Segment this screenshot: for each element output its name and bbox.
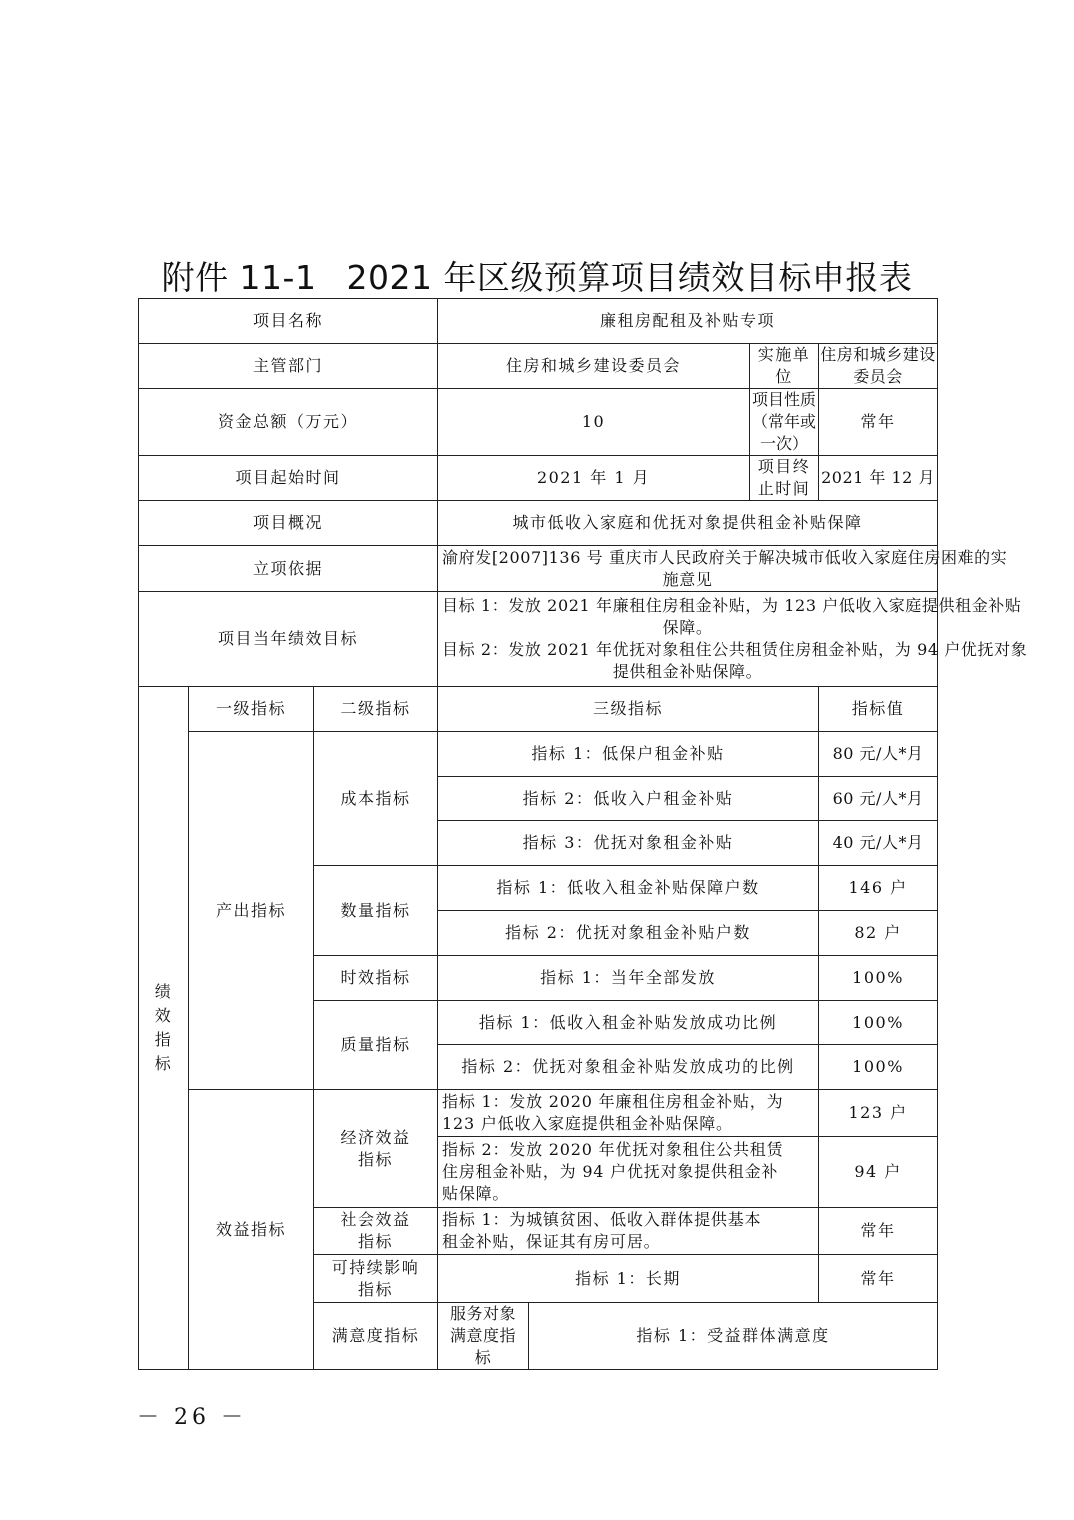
start-label: 项目起始时间 [139,456,438,501]
row-annual-goal [139,592,938,687]
row-basis [139,546,938,592]
social-1-text: 指标 1：为城镇贫困、低收入群体提供基本 租金补贴，保证其有房可居。 [438,1208,819,1255]
head-level3: 三级指标 [438,687,819,732]
social-indicator-label: 社会效益 指标 [314,1208,438,1255]
end-label: 项目终止时间 [750,456,819,501]
project-name-value: 廉租房配租及补贴专项 [438,299,938,344]
sustainable-indicator-label: 可持续影响 指标 [314,1255,438,1303]
econ-1-text: 指标 1：发放 2020 年廉租住房租金补贴，为 123 户低收入家庭提供租金补贴保障。 [438,1090,819,1137]
qty-1-value: 146 户 [819,866,938,911]
econ-2-text: 指标 2：发放 2020 年优抚对象租住公共租赁 住房租金补贴，为 94 户优抚对象提供租金补 贴保障。 [438,1137,819,1208]
title-main: 2021 年区级预算项目绩效目标申报表 [346,258,913,297]
quality-1-value: 100% [819,1001,938,1045]
fund-label: 资金总额（万元） [139,389,438,456]
nature-value: 常年 [819,389,938,456]
basis-line-2: 施意见 [662,569,713,589]
row-econ-1 [139,1090,938,1137]
social-1-value: 常年 [819,1208,938,1255]
economic-indicator-label: 经济效益 指标 [314,1090,438,1208]
quality-2-value: 100% [819,1045,938,1090]
quality-indicator-label: 质量指标 [314,1001,438,1090]
row-indicator-header [139,687,938,732]
time-1-value: 100% [819,956,938,1001]
cost-3-value: 40 元/人*月 [819,821,938,866]
time-1-text: 指标 1：当年全部发放 [438,956,819,1001]
goal-label: 项目当年绩效目标 [139,592,438,687]
quantity-indicator-label: 数量指标 [314,866,438,956]
basis-line-1: 渝府发[2007]136 号 重庆市人民政府关于解决城市低收入家庭住房困难的实 [442,547,1008,567]
goal-value [438,592,1028,687]
row-project-name [139,299,938,344]
start-value: 2021 年 1 月 [438,456,750,501]
goal2-line-1: 目标 2：发放 2021 年优抚对象租住公共租赁住房租金补贴，为 94 户优抚对象 [442,640,1028,659]
goal1-line-2: 保障。 [662,618,713,637]
dept-label: 主管部门 [139,344,438,389]
row-period [139,456,938,501]
project-name-label: 项目名称 [139,299,438,344]
quality-1-text: 指标 1：低收入租金补贴发放成功比例 [438,1001,819,1045]
row-fund [139,389,938,456]
econ-2-value: 94 户 [819,1137,938,1208]
qty-1-text: 指标 1：低收入租金补贴保障户数 [438,866,819,911]
impl-value: 住房和城乡建设委员会 [819,344,938,389]
cost-2-value: 60 元/人*月 [819,777,938,821]
cost-indicator-label: 成本指标 [314,732,438,866]
impl-label: 实施单位 [750,344,819,389]
performance-goal-table [138,298,1028,1370]
quality-2-text: 指标 2：优抚对象租金补贴发放成功的比例 [438,1045,819,1090]
document-title [0,252,1074,299]
page-number: － 26 － [137,1405,247,1430]
basis-label: 立项依据 [139,546,438,592]
goal2-line-2: 提供租金补贴保障。 [612,662,763,681]
row-department [139,344,938,389]
head-level2: 二级指标 [314,687,438,732]
cost-3-text: 指标 3：优抚对象租金补贴 [438,821,819,866]
satisfaction-1-text: 指标 1：受益群体满意度 [529,1303,938,1370]
sustain-1-value: 常年 [819,1255,938,1303]
row-overview [139,501,938,546]
overview-label: 项目概况 [139,501,438,546]
cost-1-value: 80 元/人*月 [819,732,938,777]
dept-value: 住房和城乡建设委员会 [438,344,750,389]
goal1-line-1: 目标 1：发放 2021 年廉租住房租金补贴，为 123 户低收入家庭提供租金补贴 [442,596,1022,615]
satisfaction-indicator-label: 满意度指标 [314,1303,438,1370]
row-cost-1 [139,732,938,777]
basis-value [438,546,1008,592]
output-indicator-label: 产出指标 [189,732,314,1090]
qty-2-text: 指标 2：优抚对象租金补贴户数 [438,911,819,956]
econ-1-value: 123 户 [819,1090,938,1137]
end-value: 2021 年 12 月 [819,456,938,501]
service-satisfaction-label: 服务对象 满意度指标 [438,1303,529,1370]
benefit-indicator-label: 效益指标 [189,1090,314,1370]
head-value: 指标值 [819,687,938,732]
overview-value: 城市低收入家庭和优抚对象提供租金补贴保障 [438,501,938,546]
title-prefix: 附件 11-1 [161,258,317,297]
qty-2-value: 82 户 [819,911,938,956]
performance-indicator-side-label: 绩效指标 [139,687,189,1370]
fund-value: 10 [438,389,750,456]
nature-label: 项目性质（常年或一次） [750,389,819,456]
cost-2-text: 指标 2：低收入户租金补贴 [438,777,819,821]
cost-1-text: 指标 1：低保户租金补贴 [438,732,819,777]
sustain-1-text: 指标 1：长期 [438,1255,819,1303]
timeliness-indicator-label: 时效指标 [314,956,438,1001]
head-level1: 一级指标 [189,687,314,732]
